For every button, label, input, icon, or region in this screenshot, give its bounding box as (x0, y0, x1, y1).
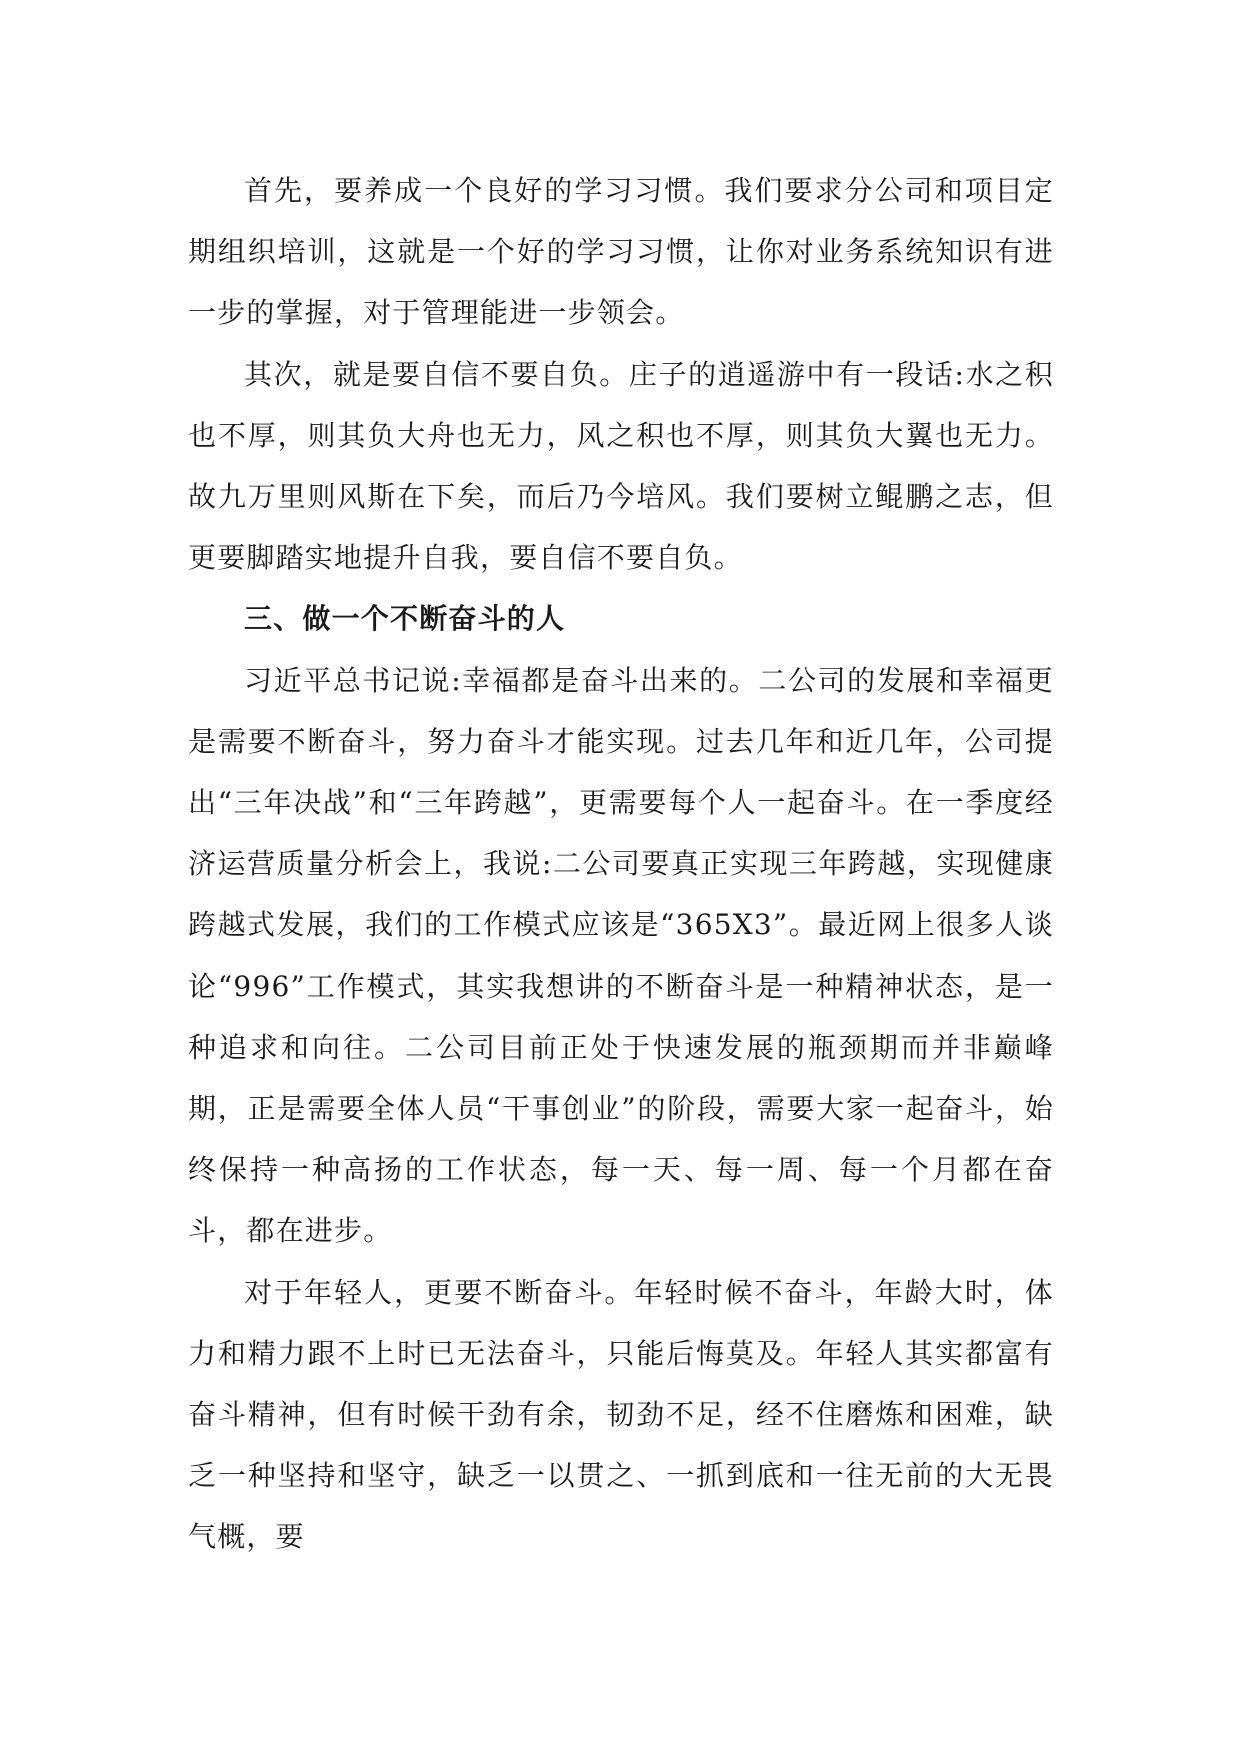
paragraph-confidence: 其次，就是要自信不要自负。庄子的逍遥游中有一段话:水之积也不厚，则其负大舟也无力，风之积也不厚，则其负大翼也无力。故九万里则风斯在下矣，而后乃今培风。我们要树立鲲鹏之志，但更要脚踏实地提升自我，要自信不要自负。 (188, 357, 1054, 575)
section-heading: 三、做一个不断奋斗的人 (244, 602, 566, 636)
document-body (188, 160, 1054, 1568)
paragraph-young-people: 对于年轻人，更要不断奋斗。年轻时候不奋斗，年龄大时，体力和精力跟不上时已无法奋斗，只能后悔莫及。年轻人其实都富有奋斗精神，但有时候干劲有余，韧劲不足，经不住磨炼和困难，缺乏一种坚持和坚守，缺乏一以贯之、一抓到底和一往无前的大无畏气概，要 (188, 1275, 1054, 1554)
paragraph-study-habit: 首先，要养成一个良好的学习习惯。我们要求分公司和项目定期组织培训，这就是一个好的学习习惯，让你对业务系统知识有进一步的掌握，对于管理能进一步领会。 (188, 174, 1054, 330)
paragraph-struggle: 习近平总书记说:幸福都是奋斗出来的。二公司的发展和幸福更是需要不断奋斗，努力奋斗才能实现。过去几年和近几年，公司提出“三年决战”和“三年跨越”，更需要每个人一起奋斗。在一季度经济运营质量分析会上，我说:二公司要真正实现三年跨越，实现健康跨越式发展，我们的工作模式应该是“365X3”。最近网上很多人谈论“996”工作模式，其实我想讲的不断奋斗是一种精神状态，是一种追求和向往。二公司目前正处于快速发展的瓶颈期而并非巅峰期，正是需要全体人员“干事创业”的阶段，需要大家一起奋斗，始终保持一种高扬的工作状态，每一天、每一周、每一个月都在奋斗，都在进步。 (188, 663, 1054, 1248)
